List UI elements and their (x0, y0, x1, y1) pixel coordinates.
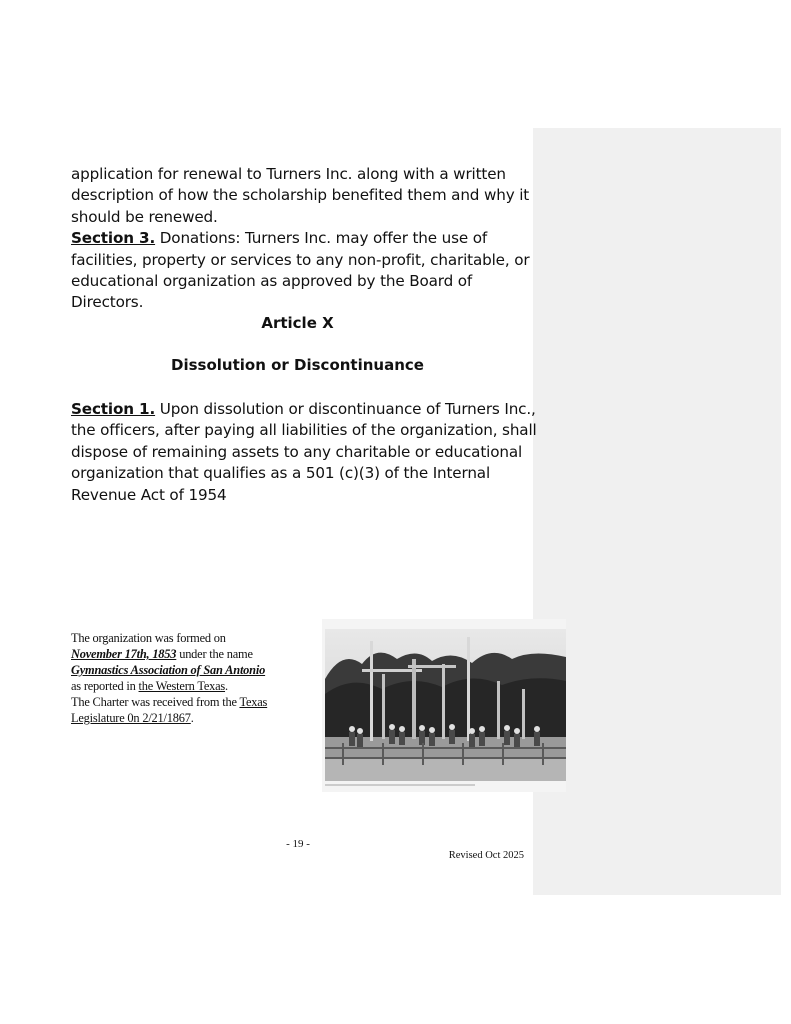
founding-date: November 17th, 1853 (71, 647, 177, 661)
footnote-line (71, 694, 311, 710)
revision-note: Revised Oct 2025 (448, 850, 524, 861)
footnote-line (71, 646, 311, 662)
section-3-paragraph (71, 228, 541, 249)
footnote-text: The Charter was received from the (71, 695, 240, 709)
text-line: Donations: Turners Inc. may offer the use of (155, 229, 488, 248)
footnote-line: The organization was formed on (71, 631, 226, 645)
text-line: the officers, after paying all liabilities of the organization, shall (71, 421, 537, 440)
article-title: Article X (261, 314, 334, 332)
text-line: Revenue Act of 1954 (71, 485, 227, 504)
footnote-text: under the name (176, 647, 253, 661)
historic-photo (322, 619, 566, 792)
footnote-text: . (225, 679, 228, 693)
text-line: organization that qualifies as a 501 (c)(3) of the Internal (71, 464, 491, 483)
page-number: - 19 - (286, 838, 310, 850)
article-subtitle: Dissolution or Discontinuance (171, 356, 424, 374)
section-1-label: Section 1. (71, 400, 156, 418)
section-3-label: Section 3. (71, 229, 156, 248)
comment-pane (533, 128, 781, 895)
renewal-paragraph (71, 164, 541, 314)
text-line: dispose of remaining assets to any charitable or educational (71, 442, 523, 461)
text-line: educational organization as approved by the Board of Directors. (71, 272, 473, 312)
section-1-first-line (71, 399, 541, 420)
footnote-line (71, 710, 311, 726)
texas-link-text: Texas (239, 695, 268, 709)
organization-name: Gymnastics Association of San Antonio (71, 663, 266, 677)
text-line: application for renewal to Turners Inc. along with a written (71, 165, 506, 183)
footnote-text: as reported in (71, 679, 139, 693)
footnote-line (71, 662, 311, 678)
text-line: facilities, property or services to any non-profit, charitable, or (71, 250, 530, 269)
text-line: Upon dissolution or discontinuance of Turners Inc., (155, 400, 536, 418)
footnote-line (71, 678, 311, 694)
text-line: should be renewed. (71, 207, 218, 226)
section-1-paragraph (71, 399, 541, 506)
footnote-text: . (190, 711, 194, 725)
legislature-date: Legislature 0n 2/21/1867 (71, 711, 191, 725)
newspaper-name: the Western Texas (138, 679, 226, 693)
text-line: description of how the scholarship benefited them and why it (71, 186, 530, 205)
history-footnote (71, 630, 311, 726)
